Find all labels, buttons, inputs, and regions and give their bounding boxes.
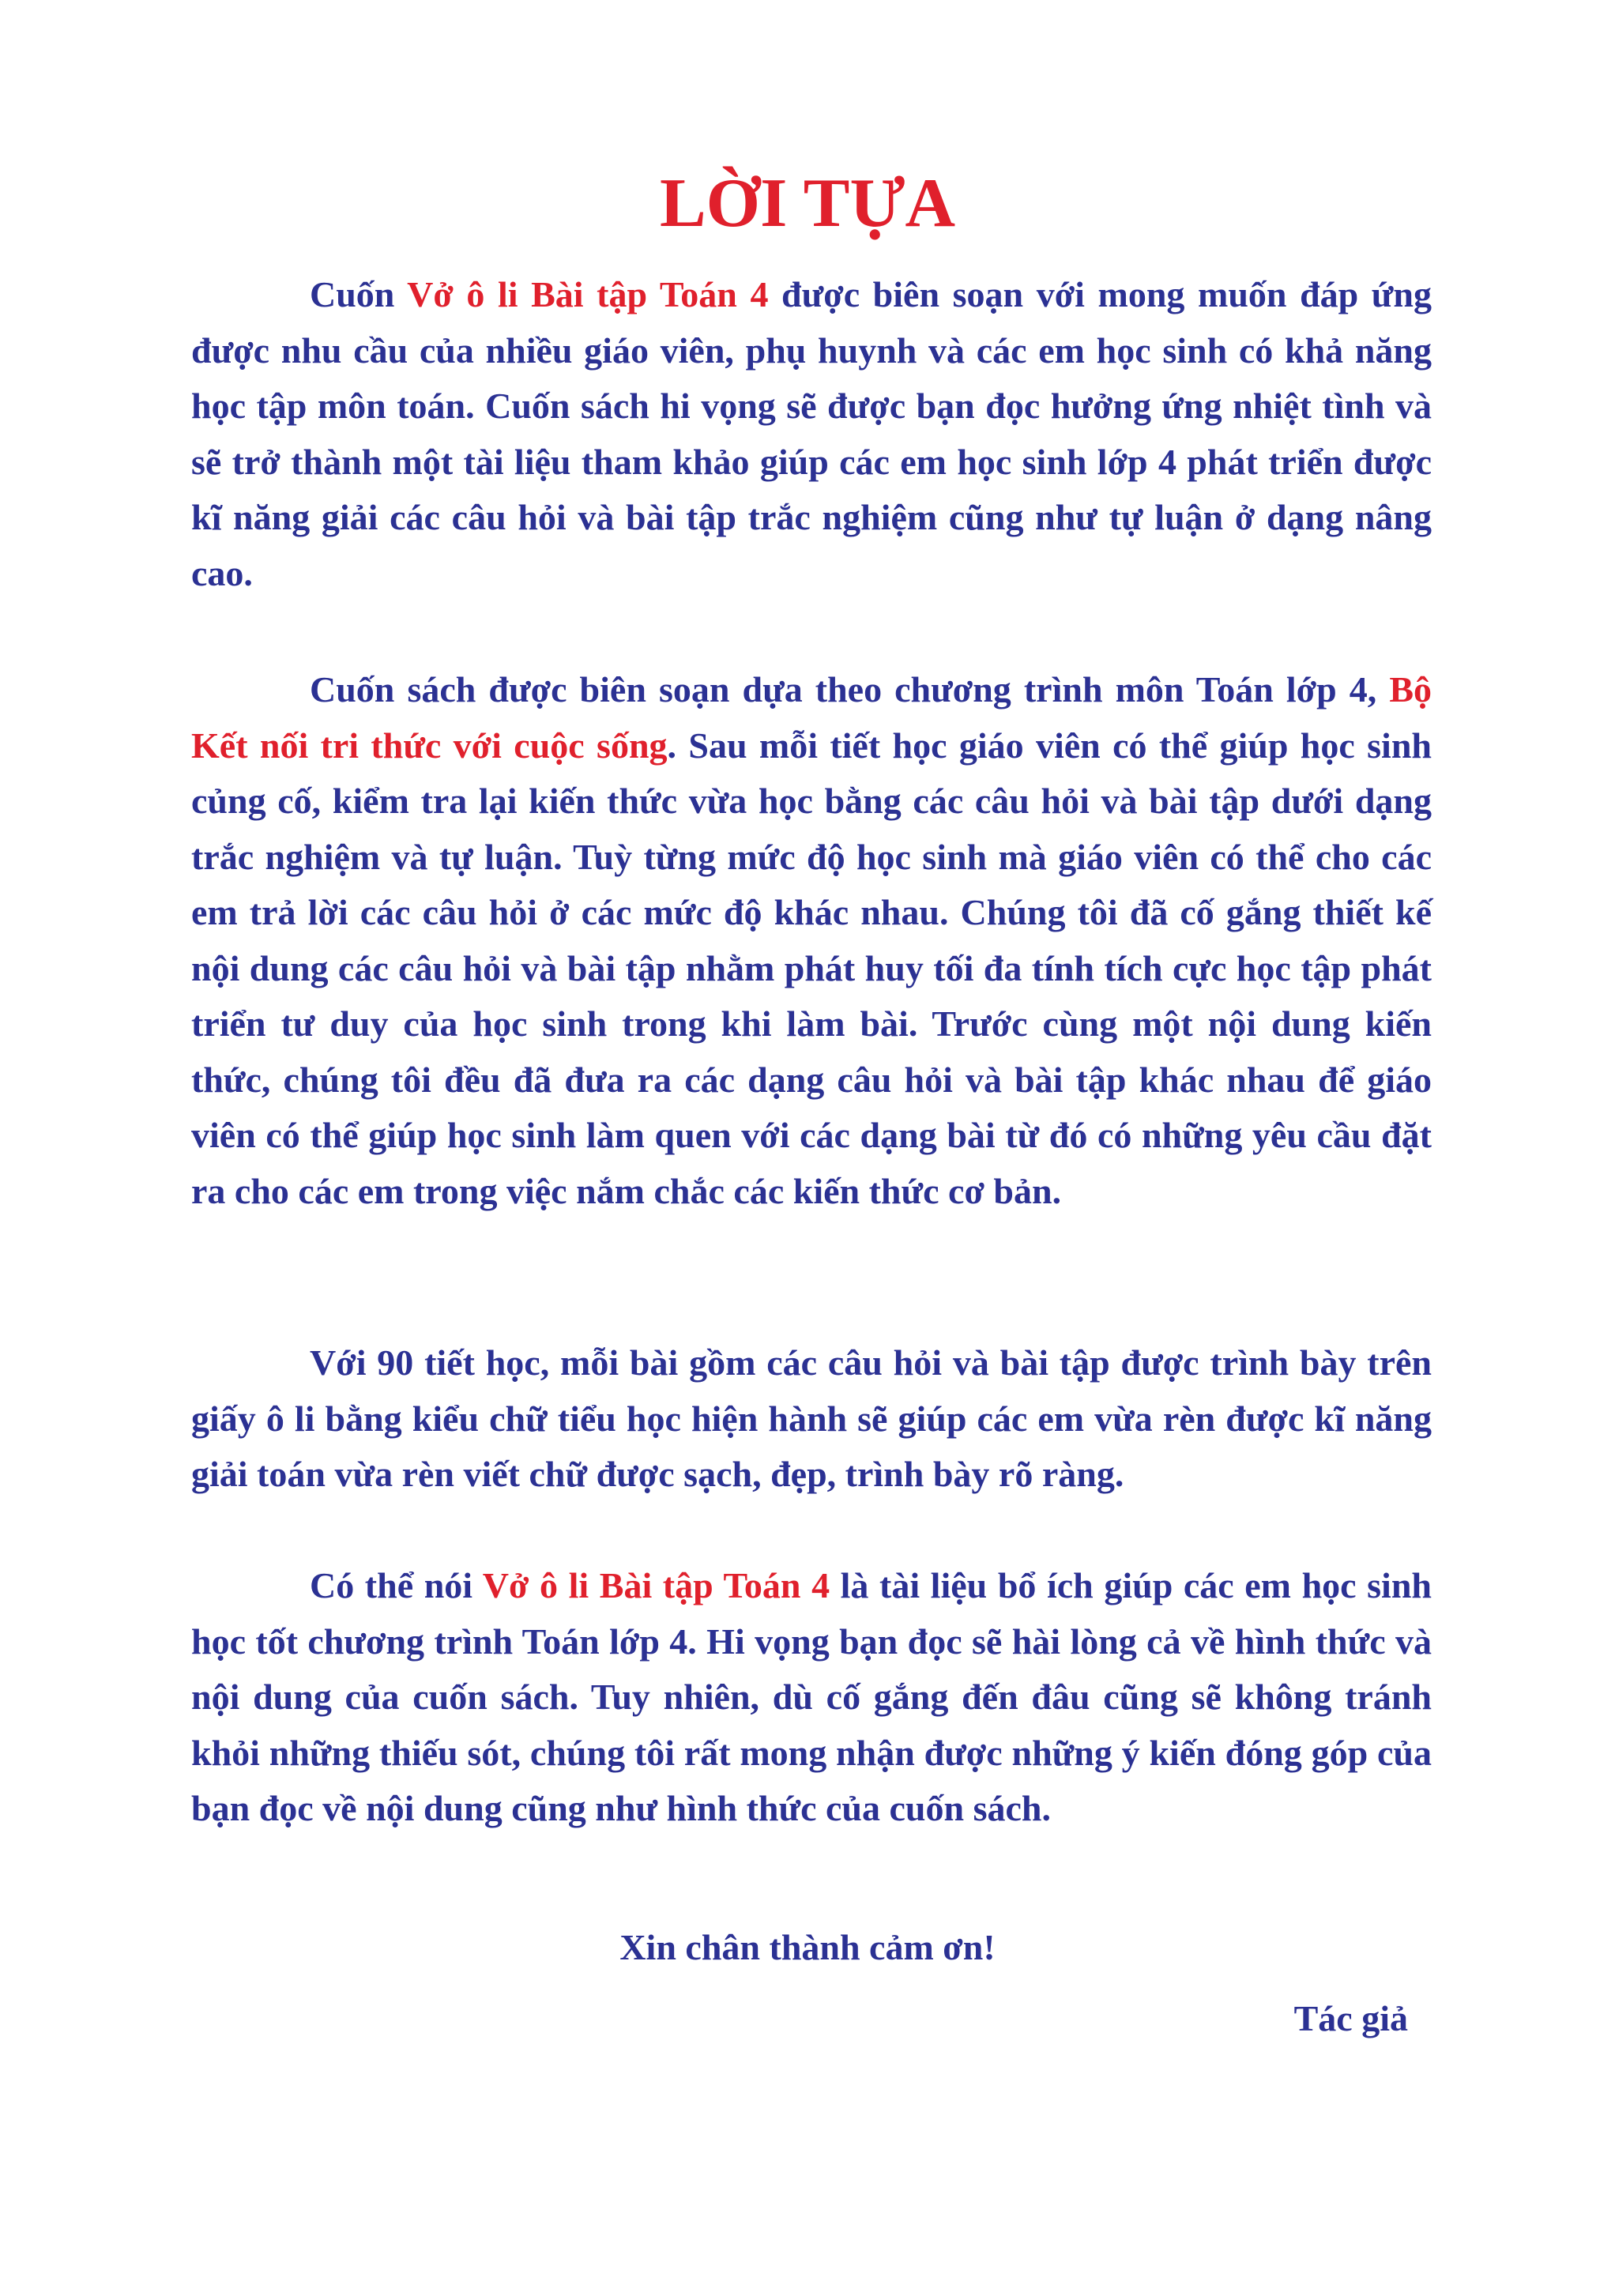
paragraph-lessons-text: Với 90 tiết học, mỗi bài gồm các câu hỏi và bài tập được trình bày trên giấy ô li bằng kiểu chữ tiểu học hiện hành sẽ giúp các em vừa rèn được kĩ năng giải toán vừa rèn viết chữ được sạch, đẹp, trình bày rõ ràng. bbox=[191, 1342, 1432, 1494]
paragraph-curriculum-text: . Sau mỗi tiết học giáo viên có thể giúp học sinh củng cố, kiểm tra lại kiến thức vừa học bằng các câu hỏi và bài tập dưới dạng trắc nghiệm và tự luận. Tuỳ từng mức độ học sinh mà giáo viên có thể cho các em trả lời các câu hỏi ở các mức độ khác nhau. Chúng tôi đã cố gắng thiết kế nội dung các câu hỏi và bài tập nhằm phát huy tối đa tính tích cực học tập phát triển tư duy của học sinh trong khi làm bài. Trước cùng một nội dung kiến thức, chúng tôi đều đã đưa ra các dạng câu hỏi và bài tập khác nhau để giáo viên có thể giúp học sinh làm quen với các dạng bài từ đó có những yêu cầu đặt ra cho các em trong việc nắm chắc các kiến thức cơ bản. bbox=[191, 725, 1432, 1211]
paragraph-conclusion-text: là tài liệu bổ ích giúp các em học sinh học tốt chương trình Toán lớp 4. Hi vọng bạn đọc sẽ hài lòng cả về hình thức và nội dung của cuốn sách. Tuy nhiên, dù cố gắng đến đâu cũng sẽ không tránh khỏi những thiếu sót, chúng tôi rất mong nhận được những ý kiến đóng góp của bạn đọc về nội dung cũng như hình thức của cuốn sách. bbox=[191, 1565, 1432, 1828]
paragraph-curriculum bbox=[191, 662, 1432, 1219]
paragraph-curriculum-prefix: Cuốn sách được biên soạn dựa theo chương trình môn Toán lớp 4, bbox=[310, 669, 1390, 710]
author-signature: Tác giả bbox=[1293, 1998, 1408, 2038]
page-title: LỜI TỰA bbox=[659, 165, 956, 242]
book-title-highlight: Vở ô li Bài tập Toán 4 bbox=[482, 1565, 830, 1605]
paragraph-conclusion-prefix: Có thể nói bbox=[310, 1565, 483, 1605]
paragraph-conclusion bbox=[191, 1558, 1432, 1837]
paragraph-intro-prefix: Cuốn bbox=[310, 274, 408, 314]
book-title-highlight: Vở ô li Bài tập Toán 4 bbox=[407, 274, 769, 314]
paragraph-lessons bbox=[191, 1335, 1432, 1503]
paragraph-intro-text: được biên soạn với mong muốn đáp ứng được nhu cầu của nhiều giáo viên, phụ huynh và các em học sinh có khả năng học tập môn toán. Cuốn sách hi vọng sẽ được bạn đọc hưởng ứng nhiệt tình và sẽ trở thành một tài liệu tham khảo giúp các em học sinh lớp 4 phát triển được kĩ năng giải các câu hỏi và bài tập trắc nghiệm cũng như tự luận ở dạng nâng cao. bbox=[191, 274, 1432, 593]
paragraph-intro bbox=[191, 267, 1432, 601]
closing-thanks: Xin chân thành cảm ơn! bbox=[619, 1927, 996, 1967]
series-name-highlight: Bộ Kết nối tri thức với cuộc sống bbox=[191, 669, 1432, 766]
